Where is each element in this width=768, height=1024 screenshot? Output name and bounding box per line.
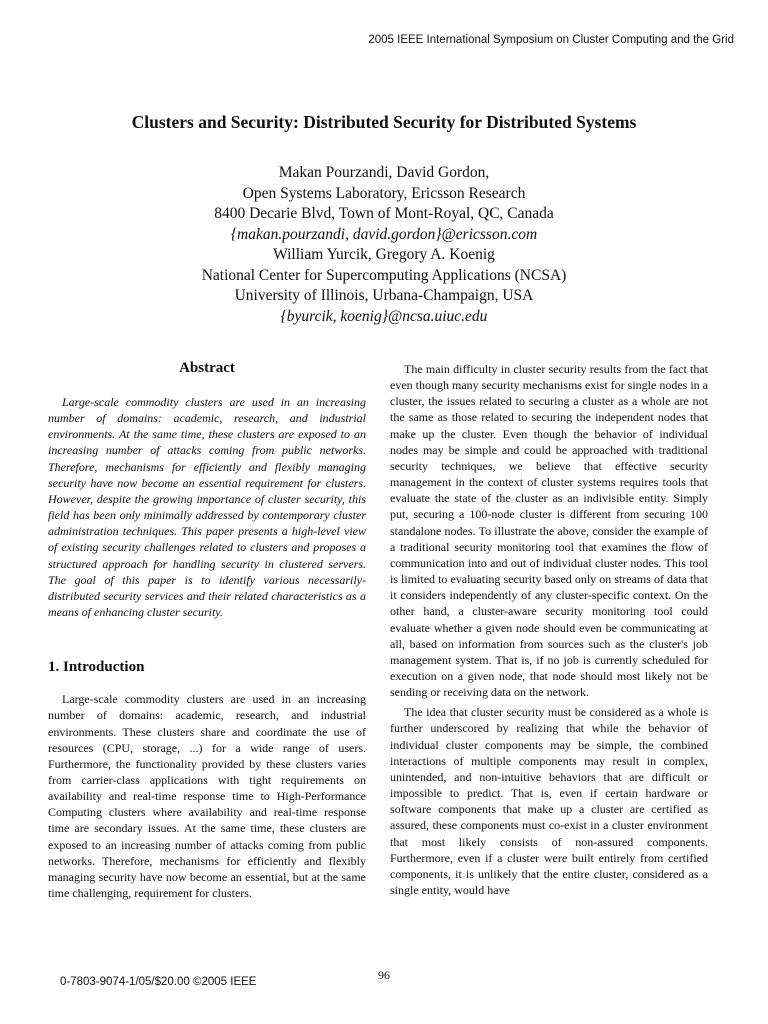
abstract-body: Large-scale commodity clusters are used in an increasing number of domains: academic, research, and industrial environments. At the same time, these clusters are exposed to an increasing number of attacks coming from public networks. Therefore, mechanisms for efficiently and flexibly managing security have now become an essential requirement for clusters. However, despite the growing importance of cluster security, this field has been only minimally addressed by contemporary cluster administration techniques. This paper presents a high-level view of existing security challenges related to clusters and proposes a structured approach for handling security in clustered servers. The goal of this paper is to identify various necessarily-distributed security services and their related characteristics as a means of enhancing cluster security. <box>48 395 366 620</box>
author-email-users: {makan.pourzandi, david.gordon} <box>230 225 442 243</box>
author-email <box>0 225 768 246</box>
author-affiliation: National Center for Supercomputing Applications (NCSA) <box>201 266 567 284</box>
right-column <box>390 361 708 898</box>
page-number: 96 <box>378 968 390 982</box>
author-email-domain: @ncsa.uiuc.edu <box>387 307 488 325</box>
introduction-heading: 1. Introduction <box>48 659 145 676</box>
paper-title: Clusters and Security: Distributed Security for Distributed Systems <box>131 112 637 132</box>
introduction-paragraph: Large-scale commodity clusters are used in an increasing number of domains: academic, research, and industrial environments. These clusters share and coordinate the use of resources (CPU, storage, ...) for a wide range of users. Furthermore, the functionality provided by these clusters varies from carrier-class applications with tight requirements on availability and real-time response time to High-Performance Computing clusters where availability and real-time response time are secondary issues. At the same time, these clusters are exposed to an increasing number of attacks coming from public networks. Therefore, mechanisms for efficiently and flexibly managing security have now become an essential, but at the same time challenging, requirement for clusters. <box>48 692 366 901</box>
author-email-domain: @ericsson.com <box>441 225 538 243</box>
author-block-ericsson <box>0 163 768 245</box>
author-email <box>0 307 768 328</box>
author-names: Makan Pourzandi, David Gordon, <box>278 164 490 181</box>
author-email-users: {byurcik, koenig} <box>280 307 388 325</box>
running-header: 2005 IEEE International Symposium on Cluster Computing and the Grid <box>368 34 734 46</box>
left-column <box>48 358 366 901</box>
author-address: 8400 Decarie Blvd, Town of Mont-Royal, QC, Canada <box>214 205 554 222</box>
author-affiliation: Open Systems Laboratory, Ericsson Research <box>242 184 526 202</box>
abstract-heading: Abstract <box>179 360 235 376</box>
copyright-line: 0-7803-9074-1/05/$20.00 ©2005 IEEE <box>60 976 257 988</box>
author-block-ncsa <box>0 245 768 327</box>
body-paragraph-2: The idea that cluster security must be considered as a whole is further underscored by realizing that while the behavior of individual cluster components may be simple, the combined interactions of multiple components may result in complex, unintended, and non-intuitive behaviors that are difficult or impossible to predict. That is, even if certain hardware or software components that make up a cluster are certified as assured, these components must co-exist in a cluster environment that most likely consists of non-assured components. Furthermore, even if a cluster were built entirely from certified components, it is unlikely that the entire cluster, considered as a single entity, would have <box>390 705 708 897</box>
author-names: William Yurcik, Gregory A. Koenig <box>273 246 495 263</box>
body-paragraph-1: The main difficulty in cluster security results from the fact that even though many security mechanisms exist for single nodes in a cluster, the issues related to securing a cluster as a whole are not the same as those related to securing the independent nodes that make up the cluster. Even though the behavior of individual nodes may be simple and could be approached with traditional security techniques, we believe that effective security management in the context of cluster systems requires tools that evaluate the state of the cluster as an indivisible entity. Simply put, securing a 100-node cluster is different from securing 100 standalone nodes. To illustrate the above, consider the example of a traditional security monitoring tool that examines the flow of communication into and out of individual cluster nodes. This tool is limited to evaluating security based only on streams of data that it considers independently of any cluster-specific context. On the other hand, a cluster-aware security monitoring tool could evaluate whether a given node should even be communicating at all, based on information from sources such as the cluster's job management system. That is, if no job is currently scheduled for execution on a given node, that node should most likely not be sending or receiving data on the network. <box>390 362 708 700</box>
author-address: University of Illinois, Urbana-Champaign, USA <box>234 287 534 304</box>
